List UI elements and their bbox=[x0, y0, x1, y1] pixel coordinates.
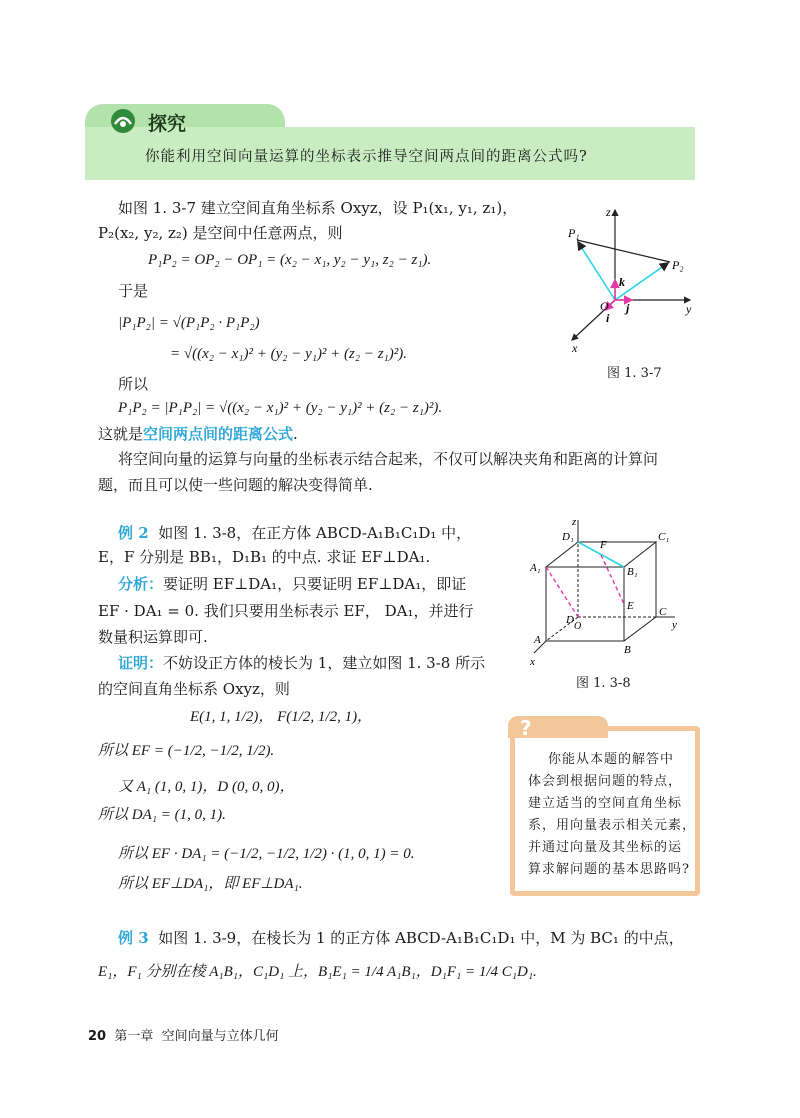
example-3-line-1 bbox=[118, 928, 684, 948]
label-f: F bbox=[600, 539, 607, 551]
vector-op1 bbox=[578, 242, 615, 300]
explore-question: 你能利用空间向量运算的坐标表示推导空间两点间的距离公式吗? bbox=[145, 149, 588, 165]
example-3-label: 例 3 bbox=[118, 929, 149, 947]
figure-1-3-7 bbox=[560, 200, 710, 360]
label-b: B bbox=[624, 644, 631, 656]
think-line-1: 你能从本题的解答中 bbox=[548, 752, 675, 767]
proof-line-2: 的空间直角坐标系 Oxyz，则 bbox=[98, 680, 290, 698]
segment-p1-p2 bbox=[577, 240, 670, 262]
label-j: j bbox=[626, 301, 630, 315]
magnitude-equation: |P₁P₂| = √(P₁P₂ · P₁P₂) bbox=[118, 315, 260, 331]
page-footer bbox=[88, 1025, 279, 1044]
magnitude-expansion: = √((x₂ − x₁)² + (y₂ − y₁)² + (z₂ − z₁)²). bbox=[170, 346, 408, 362]
think-line-2: 体会到根据问题的特点， bbox=[528, 774, 683, 789]
formula-suffix: . bbox=[293, 425, 298, 443]
label-b1: B₁ bbox=[627, 566, 638, 578]
formula-prefix: 这就是 bbox=[98, 425, 144, 443]
label-i: i bbox=[606, 311, 610, 325]
label-c1: C₁ bbox=[658, 531, 670, 543]
label-x: x bbox=[530, 656, 535, 668]
footer-title: 空间向量与立体几何 bbox=[161, 1029, 279, 1044]
proof-line-4: 所以 EF = (−1/2, −1/2, 1/2). bbox=[98, 743, 275, 759]
example-3-text-1: 如图 1. 3-9，在棱长为 1 的正方体 ABCD-A₁B₁C₁D₁ 中，M 为 BC₁ 的中点， bbox=[158, 929, 684, 947]
proof-line-3: E(1, 1, 1/2)， F(1/2, 1/2, 1)， bbox=[190, 709, 373, 725]
example-2-text-1: 如图 1. 3-8，在正方体 ABCD-A₁B₁C₁D₁ 中， bbox=[158, 524, 472, 542]
label-p2: P₂ bbox=[672, 258, 684, 272]
label-a1: A₁ bbox=[530, 562, 541, 574]
think-line-3: 建立适当的空间直角坐标 bbox=[528, 796, 683, 811]
think-line-5: 并通过向量及其坐标的运 bbox=[528, 840, 683, 855]
label-c: C bbox=[659, 606, 667, 618]
think-line-4: 系，用向量表示相关元素， bbox=[528, 818, 697, 833]
proof-line-8: 所以 EF⊥DA₁，即 EF⊥DA₁. bbox=[118, 876, 303, 892]
derivation-therefore: 所以 bbox=[118, 375, 149, 393]
proof-label: 证明： bbox=[118, 654, 164, 672]
analysis-line-3: 数量积运算即可. bbox=[98, 628, 208, 646]
label-z: z bbox=[606, 205, 611, 219]
label-o: O bbox=[600, 299, 609, 313]
analysis-label: 分析： bbox=[118, 575, 164, 593]
proof-text-1: 不妨设正方体的棱长为 1，建立如图 1. 3-8 所示 bbox=[163, 654, 486, 672]
derivation-line-2: P₂(x₂, y₂, z₂) 是空间中任意两点，则 bbox=[98, 224, 343, 242]
explore-icon bbox=[110, 108, 136, 134]
label-y: y bbox=[672, 619, 677, 631]
figure-1-3-8 bbox=[520, 515, 690, 670]
label-d1: D₁ bbox=[562, 531, 574, 543]
label-d: D bbox=[566, 614, 574, 626]
proof-line-6: 所以 DA₁ = (1, 0, 1). bbox=[98, 807, 226, 823]
label-o: O bbox=[574, 621, 582, 632]
analysis-line-2: EF · DA₁ = 0. 我们只要用坐标表示 EF， DA₁，并进行 bbox=[98, 602, 474, 620]
example-2-line-2: E，F 分别是 BB₁，D₁B₁ 的中点. 求证 EF⊥DA₁. bbox=[98, 548, 431, 566]
figure-1-3-7-caption: 图 1. 3-7 bbox=[607, 366, 662, 381]
label-k: k bbox=[619, 275, 625, 289]
proof-line-1 bbox=[118, 653, 485, 673]
label-p1: P₁ bbox=[568, 226, 580, 240]
segment-e-f bbox=[601, 555, 624, 604]
page-number: 20 bbox=[88, 1029, 107, 1044]
summary-line-2: 题，而且可以使一些问题的解决变得简单. bbox=[98, 476, 373, 494]
figure-1-3-8-caption: 图 1. 3-8 bbox=[576, 676, 631, 691]
summary-line-1: 将空间向量的运算与向量的坐标表示结合起来，不仅可以解决夹角和距离的计算问 bbox=[118, 450, 659, 468]
distance-formula-sentence bbox=[98, 424, 298, 444]
example-3-line-2: E₁，F₁ 分别在棱 A₁B₁，C₁D₁ 上，B₁E₁ = 1/4 A₁B₁，D₁F₁ = 1/4 C₁D₁. bbox=[98, 964, 537, 980]
example-2-line-1 bbox=[118, 523, 471, 543]
distance-formula-equation: P₁P₂ = |P₁P₂| = √((x₂ − x₁)² + (y₂ − y₁)² + (z₂ − z₁)²). bbox=[118, 400, 443, 416]
derivation-then: 于是 bbox=[118, 282, 149, 300]
question-mark-icon: ? bbox=[520, 716, 532, 740]
example-2-label: 例 2 bbox=[118, 524, 149, 542]
label-a: A bbox=[534, 634, 541, 646]
segment-a1-d bbox=[546, 567, 578, 617]
footer-chapter: 第一章 bbox=[114, 1029, 154, 1044]
label-y: y bbox=[686, 302, 692, 316]
analysis-text-1: 要证明 EF⊥DA₁，只要证明 EF⊥DA₁，即证 bbox=[163, 575, 467, 593]
analysis-line-1 bbox=[118, 574, 466, 594]
explore-title: 探究 bbox=[148, 113, 187, 135]
proof-line-7: 所以 EF · DA₁ = (−1/2, −1/2, 1/2) · (1, 0, 1) = 0. bbox=[118, 846, 415, 862]
think-line-6: 算求解问题的基本思路吗? bbox=[528, 862, 690, 877]
label-z: z bbox=[572, 516, 577, 528]
derivation-line-1: 如图 1. 3-7 建立空间直角坐标系 Oxyz，设 P₁(x₁, y₁, z₁)， bbox=[118, 199, 518, 217]
edge-b-c bbox=[624, 617, 656, 641]
formula-name: 空间两点间的距离公式 bbox=[143, 425, 294, 443]
front-face bbox=[546, 567, 624, 641]
vector-difference-equation: P₁P₂ = OP₂ − OP₁ = (x₂ − x₁, y₂ − y₁, z₂ − z₁). bbox=[148, 252, 432, 268]
label-x: x bbox=[572, 341, 578, 355]
proof-line-5: 又 A₁ (1, 0, 1)，D (0, 0, 0)， bbox=[118, 779, 295, 795]
label-e: E bbox=[627, 600, 634, 612]
